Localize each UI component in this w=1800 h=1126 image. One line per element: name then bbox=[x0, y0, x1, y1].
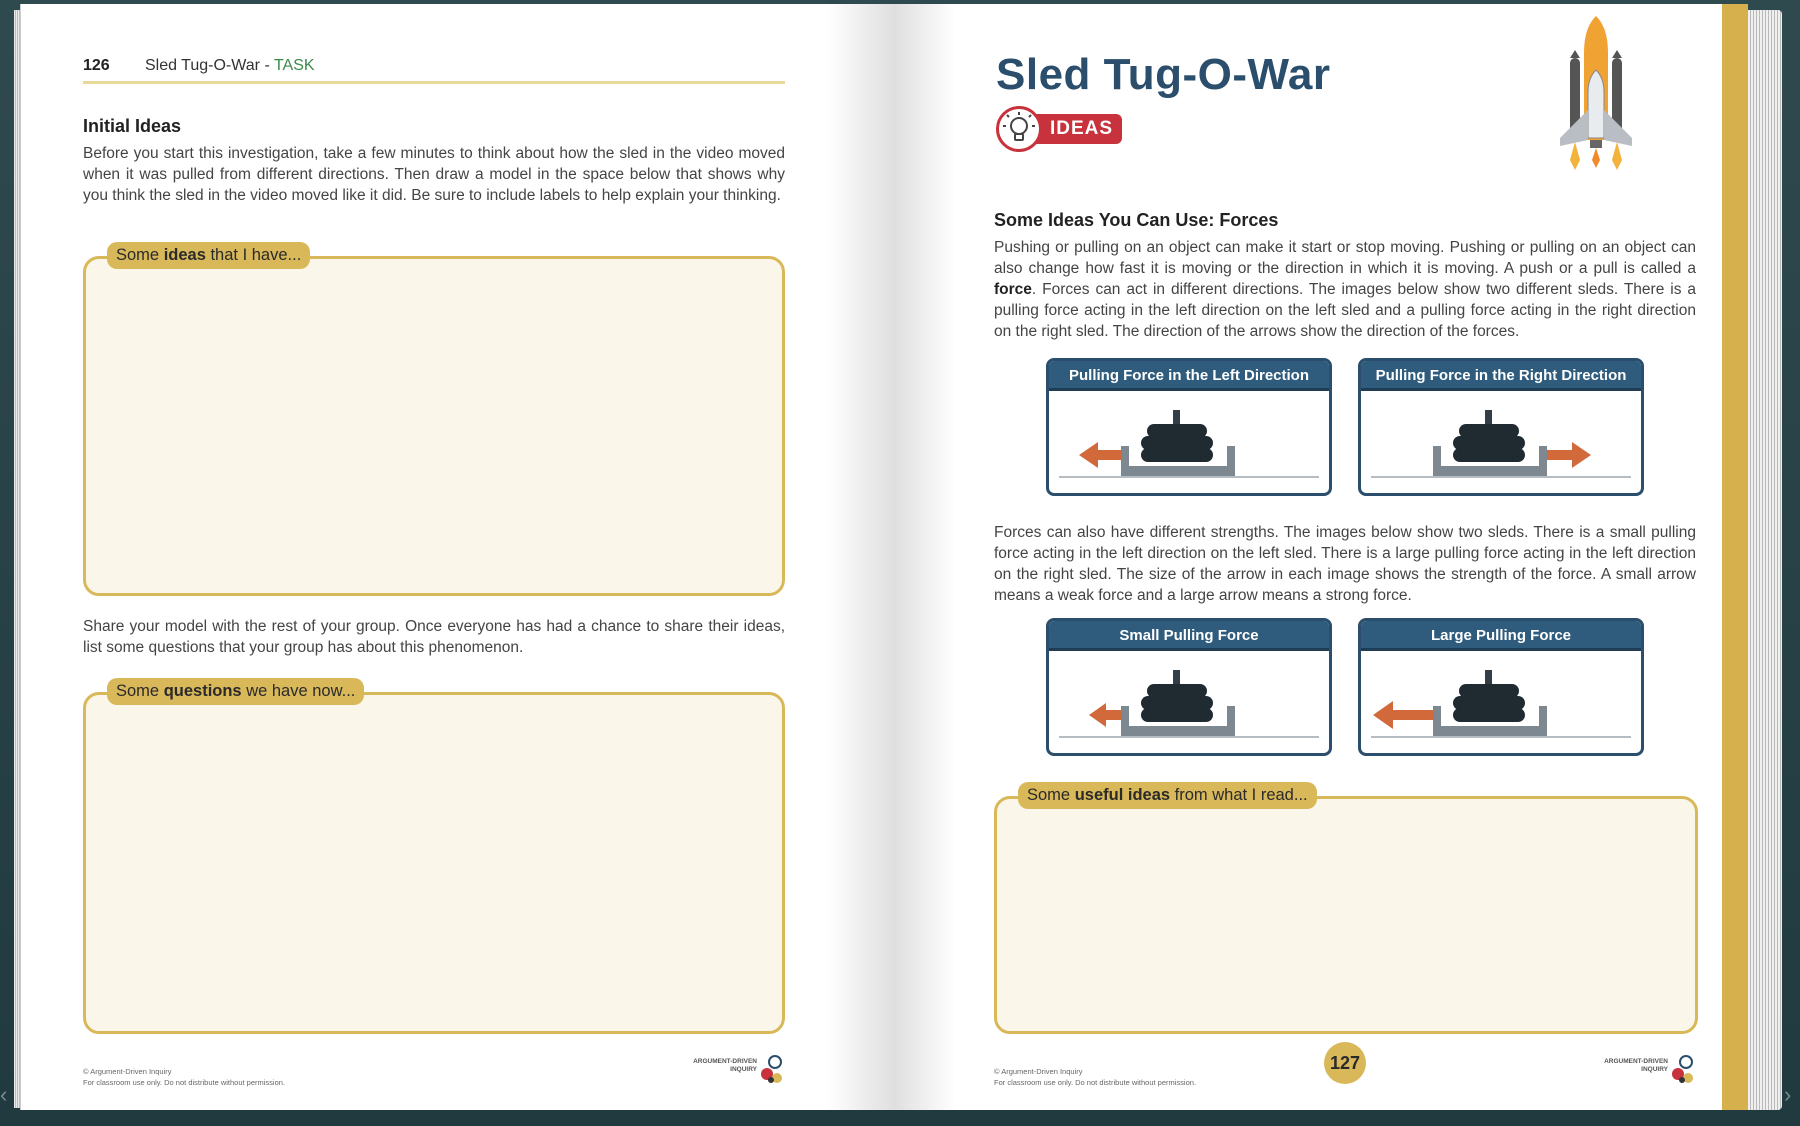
sled-diagram-small-force bbox=[1049, 654, 1329, 754]
panel-left-direction-title: Pulling Force in the Left Direction bbox=[1049, 361, 1329, 391]
page-title: Sled Tug-O-War bbox=[996, 50, 1331, 99]
ideas-badge bbox=[996, 106, 1124, 154]
questions-box-label: Some questions we have now... bbox=[107, 678, 364, 705]
panel-small-force-title: Small Pulling Force bbox=[1049, 621, 1329, 651]
space-shuttle-icon bbox=[1548, 10, 1644, 188]
initial-ideas-text: Before you start this investigation, take a few minutes to think about how the sled in the video moved when it was pulled from different directions. Then draw a model in the space below that shows why you think the sled in the video moved like it did. Be sure to include labels to help explain your thinking. bbox=[83, 145, 785, 204]
panel-large-force-title: Large Pulling Force bbox=[1361, 621, 1641, 651]
book-page-edges-right bbox=[1748, 10, 1782, 1110]
panel-small-force bbox=[1046, 618, 1332, 756]
page-number: 126 bbox=[83, 57, 110, 74]
page-number-right: 127 bbox=[1324, 1042, 1366, 1084]
initial-ideas-heading: Initial Ideas bbox=[83, 116, 182, 136]
copyright-footer: © Argument-Driven Inquiry For classroom use only. Do not distribute without permission. bbox=[83, 1067, 286, 1087]
ideas-answer-box[interactable] bbox=[83, 256, 785, 596]
lightbulb-icon bbox=[996, 106, 1042, 152]
page-gold-edge bbox=[1722, 4, 1748, 1110]
adi-logo-icon bbox=[757, 1054, 787, 1086]
share-instructions: Share your model with the rest of your group. Once everyone has had a chance to share their ideas, list some questions that your group has about this phenomenon. bbox=[83, 618, 785, 656]
header-title: Sled Tug-O-War - TASK bbox=[145, 57, 315, 74]
left-page bbox=[20, 4, 896, 1110]
forces-text: Pushing or pulling on an object can make it start or stop moving. Pushing or pulling on an object can also change how fast it is moving or the direction in which it is moving. A push or a pull is called a force. Forces can act in different directions. The images below show two different sleds. There is a pulling force acting in the left direction on the left sled and a pulling force acting in the right direction on the right sled. The direction of the arrows show the direction of the forces. bbox=[994, 239, 1696, 340]
prev-page-arrow-icon[interactable]: ‹ bbox=[0, 1082, 8, 1107]
useful-ideas-answer-box[interactable] bbox=[994, 796, 1698, 1034]
useful-ideas-box-label: Some useful ideas from what I read... bbox=[1018, 782, 1317, 809]
open-book bbox=[14, 4, 1784, 1110]
right-page bbox=[896, 4, 1722, 1110]
sled-diagram-right-direction bbox=[1361, 394, 1641, 494]
questions-answer-box[interactable] bbox=[83, 692, 785, 1034]
adi-logo-icon-right bbox=[1668, 1054, 1698, 1086]
next-page-arrow-icon[interactable]: › bbox=[1784, 1082, 1792, 1107]
strength-text: Forces can also have different strengths. The images below show two sleds. There is a small pulling force acting in the left direction on the left sled. There is a large pulling force acting in the left direction on the right sled. The size of the arrow in each image shows the strength of the force. A small arrow means a weak force and a large arrow means a strong force. bbox=[994, 524, 1696, 604]
adi-logo: ARGUMENT-DRIVEN INQUIRY bbox=[677, 1054, 787, 1088]
header-section: TASK bbox=[273, 57, 315, 74]
ideas-badge-label: IDEAS bbox=[1022, 114, 1122, 144]
panel-right-direction-title: Pulling Force in the Right Direction bbox=[1361, 361, 1641, 391]
panel-large-force bbox=[1358, 618, 1644, 756]
sled-diagram-left-direction bbox=[1049, 394, 1329, 494]
panel-left-direction bbox=[1046, 358, 1332, 496]
copyright-footer-right: © Argument-Driven Inquiry For classroom use only. Do not distribute without permission. bbox=[994, 1067, 1197, 1087]
ideas-box-label: Some ideas that I have... bbox=[107, 242, 310, 269]
page-header bbox=[83, 54, 785, 84]
forces-heading: Some Ideas You Can Use: Forces bbox=[994, 210, 1279, 230]
sled-diagram-large-force bbox=[1361, 654, 1641, 754]
adi-logo-right: ARGUMENT-DRIVEN INQUIRY bbox=[1588, 1054, 1698, 1088]
panel-right-direction bbox=[1358, 358, 1644, 496]
